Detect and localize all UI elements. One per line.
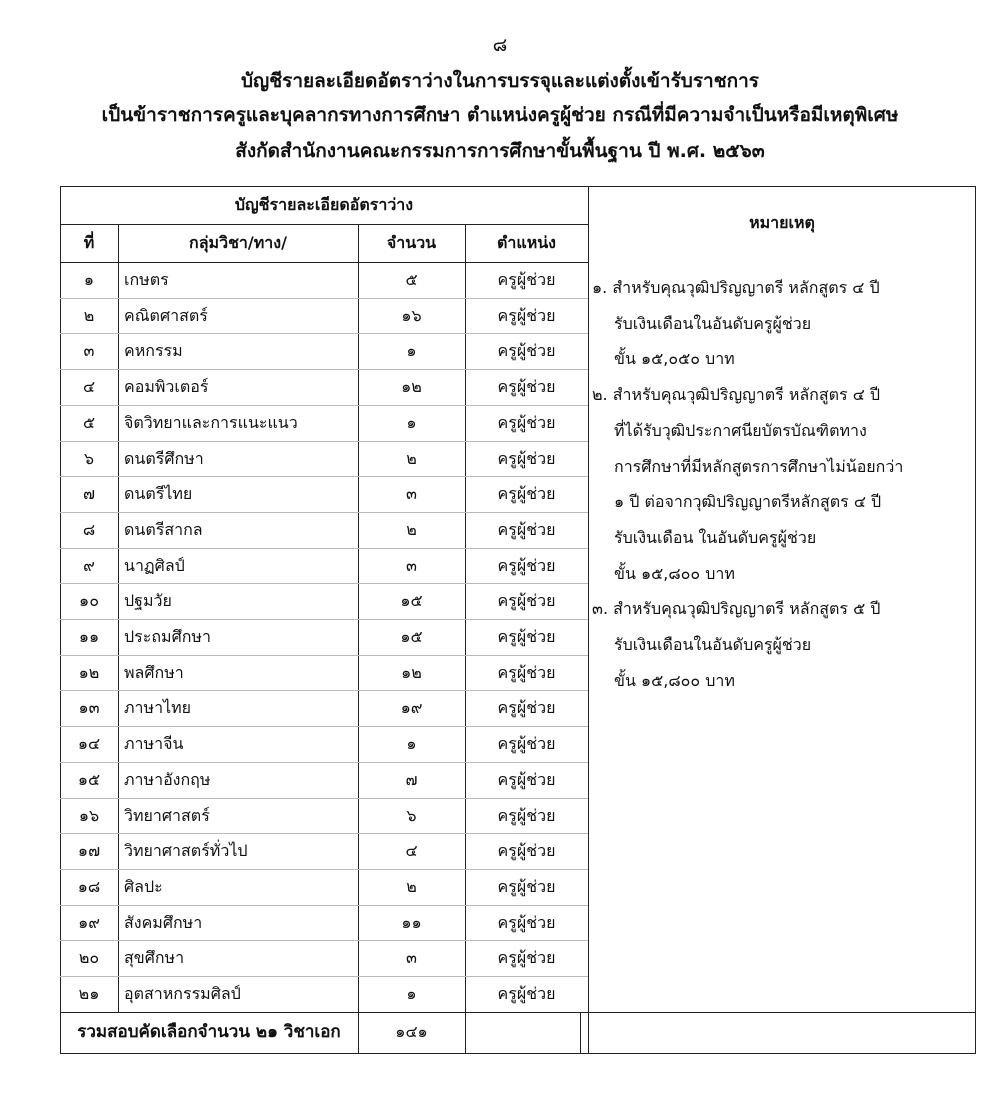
row-divider xyxy=(60,298,588,299)
row-position: ครูผู้ช่วย xyxy=(497,377,556,397)
row-subject: จิตวิทยาและการแนะแนว xyxy=(124,412,298,432)
row-position: ครูผู้ช่วย xyxy=(497,805,556,825)
remark-line: ๑. สำหรับคุณวุฒิปริญญาตรี หลักสูตร ๔ ปี xyxy=(592,278,880,297)
row-count: ๑๙ xyxy=(400,698,423,718)
header-subject: กลุ่มวิชา/ทาง/ xyxy=(189,233,287,252)
remark-line: รับเงินเดือน ในอันดับครูผู้ช่วย xyxy=(614,527,817,547)
row-subject: ดนตรีไทย xyxy=(124,484,193,504)
header-position: ตำแหน่ง xyxy=(497,233,556,252)
remark-line: ๒. สำหรับคุณวุฒิปริญญาตรี หลักสูตร ๔ ปี xyxy=(592,385,881,405)
row-divider xyxy=(60,762,588,763)
col-divider-no xyxy=(118,224,119,1012)
title-line-1: บัญชีรายละเอียดอัตราว่างในการบรรจุและแต่งตั้งเข้ารับราชการ xyxy=(240,70,759,92)
row-no: ๑๗ xyxy=(77,841,101,861)
row-divider xyxy=(60,548,588,549)
row-no: ๑๙ xyxy=(78,912,100,932)
row-subject: ภาษาไทย xyxy=(124,698,192,718)
row-count: ๓ xyxy=(406,948,417,968)
row-divider xyxy=(60,655,588,656)
row-divider xyxy=(60,976,588,977)
row-no: ๕ xyxy=(82,412,96,432)
row-count: ๒ xyxy=(406,876,417,896)
row-no: ๒ xyxy=(83,305,95,325)
row-count: ๑๕ xyxy=(400,627,423,646)
row-divider xyxy=(60,476,588,477)
row-subject: ดนตรีสากล xyxy=(124,519,203,539)
row-no: ๔ xyxy=(82,377,96,397)
row-divider xyxy=(60,869,588,870)
row-count: ๑๒ xyxy=(401,662,422,682)
row-divider xyxy=(60,583,588,584)
row-divider xyxy=(60,690,588,691)
row-count: ๓ xyxy=(406,484,417,504)
header-no: ที่ xyxy=(83,233,95,252)
row-subject: ศิลปะ xyxy=(124,876,163,896)
row-subject: ปฐมวัย xyxy=(124,591,172,611)
row-divider xyxy=(60,905,588,906)
remark-line: ๓. สำหรับคุณวุฒิปริญญาตรี หลักสูตร ๕ ปี xyxy=(592,599,881,619)
row-divider xyxy=(60,726,588,727)
row-position: ครูผู้ช่วย xyxy=(497,984,556,1003)
row-count: ๒ xyxy=(406,448,417,468)
row-divider xyxy=(60,512,588,513)
row-position: ครูผู้ช่วย xyxy=(497,769,556,789)
row-position: ครูผู้ช่วย xyxy=(497,305,556,325)
header-count: จำนวน xyxy=(386,233,437,252)
row-position: ครูผู้ช่วย xyxy=(497,412,556,432)
row-no: ๘ xyxy=(82,519,96,539)
row-position: ครูผู้ช่วย xyxy=(497,734,556,754)
row-divider xyxy=(60,619,588,620)
row-no: ๑๕ xyxy=(77,769,101,789)
row-subject: เกษตร xyxy=(124,270,169,289)
row-no: ๖ xyxy=(83,448,95,468)
table-border-bottom xyxy=(60,1053,976,1054)
row-subject: ประถมศึกษา xyxy=(124,627,211,646)
total-label: รวมสอบคัดเลือกจำนวน ๒๑ วิชาเอก xyxy=(77,1022,341,1042)
remark-line: ที่ได้รับวุฒิประกาศนียบัตรบัณฑิตทาง xyxy=(614,420,867,440)
row-subject: พลศึกษา xyxy=(124,662,184,682)
row-no: ๑๘ xyxy=(77,876,101,896)
row-count: ๑๕ xyxy=(400,591,423,611)
col-divider-position xyxy=(588,186,589,1054)
page-number: ๘ xyxy=(492,34,508,56)
row-subject: คอมพิวเตอร์ xyxy=(124,377,209,397)
row-position: ครูผู้ช่วย xyxy=(497,948,556,968)
row-subject: ภาษาอังกฤษ xyxy=(124,769,211,789)
row-position: ครูผู้ช่วย xyxy=(497,555,556,575)
remark-line: ขั้น ๑๕,๐๕๐ บาท xyxy=(614,349,735,369)
row-no: ๙ xyxy=(83,555,95,575)
row-position: ครูผู้ช่วย xyxy=(497,519,556,539)
remark-line: ขั้น ๑๕,๘๐๐ บาท xyxy=(614,670,735,690)
row-position: ครูผู้ช่วย xyxy=(497,876,556,896)
row-position: ครูผู้ช่วย xyxy=(497,662,556,682)
col-divider-remark-inner xyxy=(580,1012,581,1054)
row-divider xyxy=(60,333,588,334)
row-subject: สังคมศึกษา xyxy=(124,912,203,932)
row-no: ๑ xyxy=(83,270,95,289)
row-subject: ดนตรีศึกษา xyxy=(124,448,204,468)
title-line-2: เป็นข้าราชการครูและบุคลากรทางการศึกษา ตำแหน่งครูผู้ช่วย กรณีที่มีความจำเป็นหรือมีเหตุพิเศษ xyxy=(101,104,899,126)
row-count: ๗ xyxy=(405,769,418,789)
row-subject: อุตสาหกรรมศิลป์ xyxy=(124,984,241,1003)
row-position: ครูผู้ช่วย xyxy=(497,591,556,611)
title-line-3: สังกัดสำนักงานคณะกรรมการการศึกษาขั้นพื้นฐาน ปี พ.ศ. ๒๕๖๓ xyxy=(235,140,765,162)
row-divider xyxy=(60,369,588,370)
table-border-right xyxy=(975,186,976,1054)
row-position: ครูผู้ช่วย xyxy=(497,341,556,361)
row-count: ๑ xyxy=(406,734,417,754)
row-no: ๑๓ xyxy=(78,698,100,718)
remark-line: ขั้น ๑๕,๘๐๐ บาท xyxy=(614,563,735,583)
row-position: ครูผู้ช่วย xyxy=(497,448,556,468)
remark-line: การศึกษาที่มีหลักสูตรการศึกษาไม่น้อยกว่า xyxy=(614,456,904,476)
row-divider xyxy=(60,940,588,941)
total-count: ๑๔๑ xyxy=(395,1022,428,1041)
remark-line: รับเงินเดือนในอันดับครูผู้ช่วย xyxy=(614,635,812,654)
row-subject: วิทยาศาสตร์ทั่วไป xyxy=(124,841,248,861)
row-no: ๑๑ xyxy=(78,627,100,646)
row-no: ๓ xyxy=(83,341,95,361)
row-divider xyxy=(60,441,588,442)
row-count: ๑ xyxy=(406,341,417,361)
table-border-top xyxy=(60,186,976,187)
row-subject: คณิตศาสตร์ xyxy=(124,305,208,325)
row-subject: สุขศึกษา xyxy=(124,948,185,968)
row-count: ๖ xyxy=(406,805,417,825)
row-no: ๒๐ xyxy=(78,948,100,968)
group-header: บัญชีรายละเอียดอัตราว่าง xyxy=(234,195,414,214)
row-count: ๒ xyxy=(406,519,417,539)
row-count: ๑๒ xyxy=(401,377,422,397)
row-position: ครูผู้ช่วย xyxy=(497,627,556,646)
vacancy-table xyxy=(60,186,976,1054)
row-position: ครูผู้ช่วย xyxy=(497,270,556,289)
row-subject: วิทยาศาสตร์ xyxy=(124,805,210,825)
row-position: ครูผู้ช่วย xyxy=(497,841,556,861)
row-count: ๑๖ xyxy=(401,305,422,325)
group-header-divider xyxy=(60,224,588,225)
row-subject: นาฏศิลป์ xyxy=(124,555,185,575)
row-count: ๕ xyxy=(405,270,418,289)
header-remark: หมายเหตุ xyxy=(749,213,815,232)
row-count: ๔ xyxy=(405,841,418,861)
row-no: ๑๐ xyxy=(79,591,99,611)
row-subject: ภาษาจีน xyxy=(124,734,184,754)
row-count: ๑ xyxy=(406,984,417,1003)
row-no: ๒๑ xyxy=(78,984,100,1003)
row-position: ครูผู้ช่วย xyxy=(497,698,556,718)
row-divider xyxy=(60,798,588,799)
row-no: ๑๔ xyxy=(77,734,101,754)
row-divider xyxy=(60,833,588,834)
remark-line: ๑ ปี ต่อจากวุฒิปริญญาตรีหลักสูตร ๔ ปี xyxy=(614,492,882,512)
row-count: ๑ xyxy=(406,412,417,432)
row-no: ๑๖ xyxy=(78,805,100,825)
row-no: ๗ xyxy=(82,484,96,504)
remark-line: รับเงินเดือนในอันดับครูผู้ช่วย xyxy=(614,313,812,333)
row-position: ครูผู้ช่วย xyxy=(497,912,556,932)
row-position: ครูผู้ช่วย xyxy=(497,484,556,504)
total-row-divider xyxy=(60,1012,976,1013)
row-no: ๑๒ xyxy=(78,662,100,682)
row-count: ๑๑ xyxy=(401,912,422,932)
row-divider xyxy=(60,405,588,406)
row-subject: คหกรรม xyxy=(124,341,183,361)
row-count: ๓ xyxy=(406,555,417,575)
